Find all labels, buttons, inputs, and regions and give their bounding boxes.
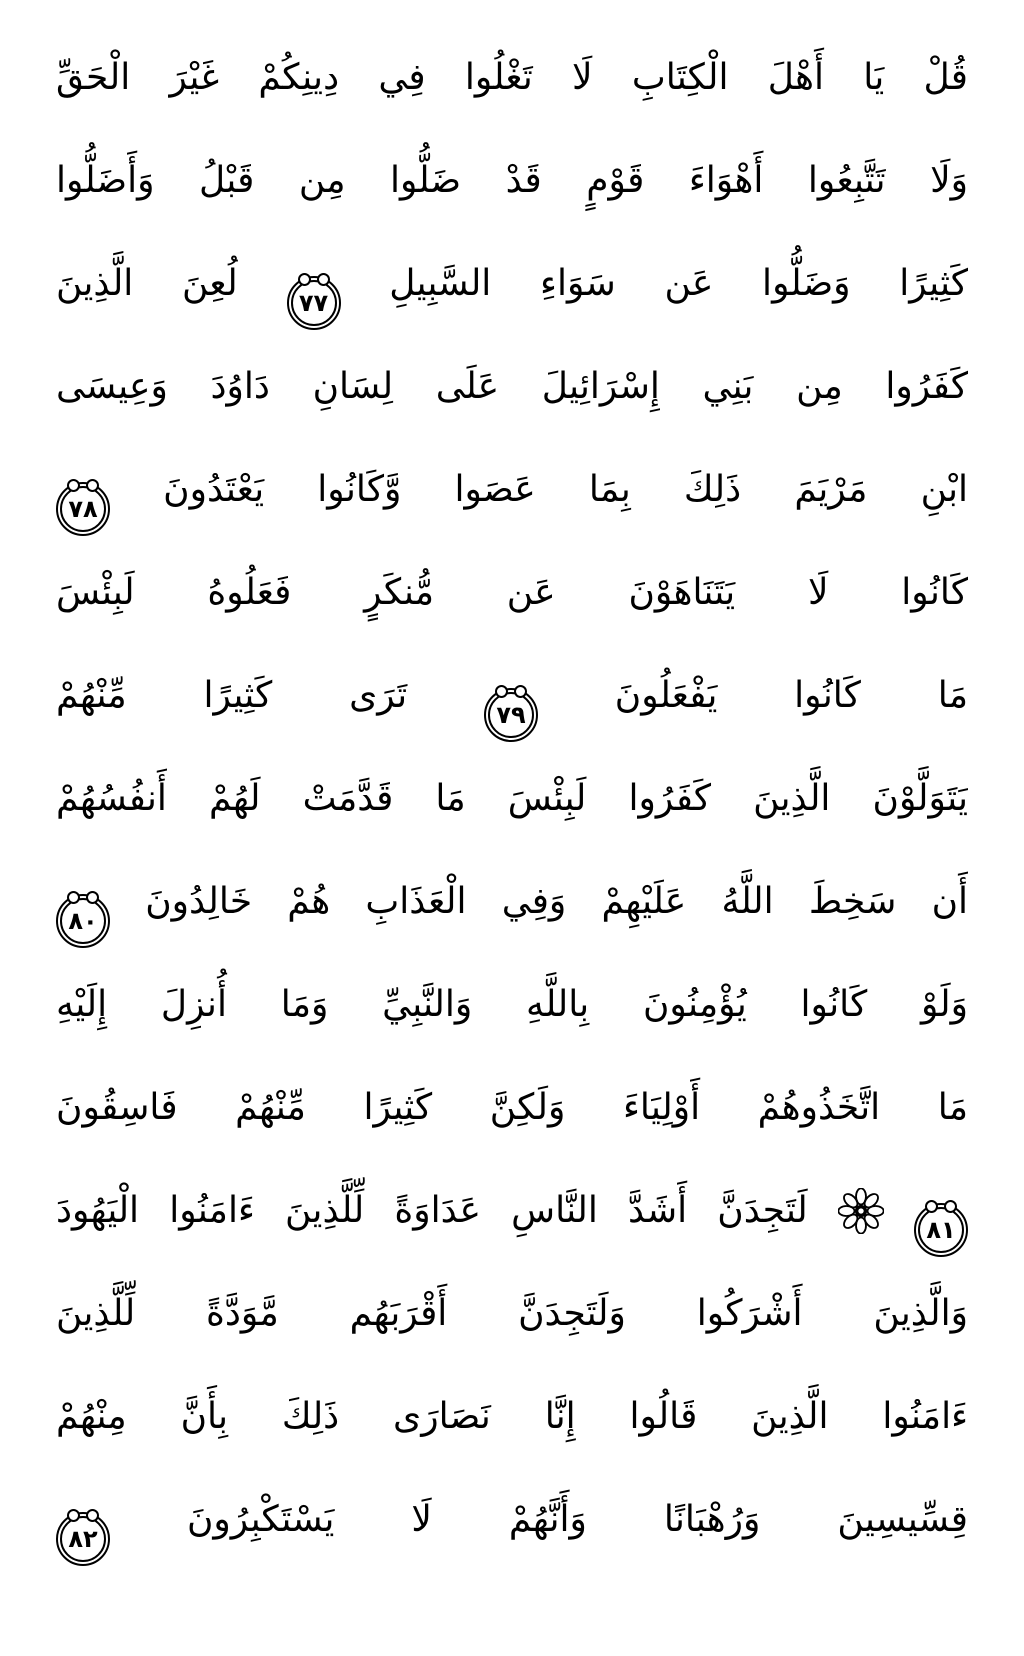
- ayah-end-marker-77: [287, 276, 341, 330]
- rub-el-hizb-icon: [838, 1188, 884, 1234]
- ayah-text: مَا كَانُوا يَفْعَلُونَ: [614, 675, 968, 716]
- quran-line-5: [56, 438, 968, 541]
- quran-line-2: [56, 129, 968, 232]
- ayah-end-marker-79: [484, 688, 538, 742]
- ayah-text: كَفَرُوا مِن بَنِي إِسْرَائِيلَ عَلَى لِسَانِ دَاوُدَ وَعِيسَى: [56, 366, 968, 407]
- ayah-text: وَلَوْ كَانُوا يُؤْمِنُونَ بِاللَّهِ وَالنَّبِيِّ وَمَا أُنزِلَ إِلَيْهِ: [56, 984, 968, 1025]
- quran-line-10: [56, 953, 968, 1056]
- ayah-end-marker-81: [914, 1203, 968, 1257]
- quran-line-1: [56, 26, 968, 129]
- quran-line-9: [56, 850, 968, 953]
- ayah-number: ٨٠: [68, 907, 98, 935]
- quran-line-7: [56, 644, 968, 747]
- ayah-text: لُعِنَ الَّذِينَ: [56, 263, 238, 304]
- quran-line-11: [56, 1056, 968, 1159]
- ayah-end-marker-78: [56, 482, 110, 536]
- ayah-text: ابْنِ مَرْيَمَ ذَلِكَ بِمَا عَصَوا وَّكَانُوا يَعْتَدُونَ: [163, 469, 968, 510]
- ayah-number: ٨٢: [68, 1525, 98, 1553]
- ayah-number: ٧٧: [298, 289, 329, 317]
- ayah-text: لَتَجِدَنَّ أَشَدَّ النَّاسِ عَدَاوَةً لِّلَّذِينَ ءَامَنُوا الْيَهُودَ: [56, 1190, 808, 1231]
- ayah-text: كَانُوا لَا يَتَنَاهَوْنَ عَن مُّنكَرٍ فَعَلُوهُ لَبِئْسَ: [56, 572, 968, 613]
- quran-line-3: [56, 232, 968, 335]
- ayah-text: كَثِيرًا وَضَلُّوا عَن سَوَاءِ السَّبِيلِ: [389, 263, 968, 304]
- ayah-text: ءَامَنُوا الَّذِينَ قَالُوا إِنَّا نَصَارَى ذَلِكَ بِأَنَّ مِنْهُمْ: [56, 1396, 968, 1437]
- ayah-text: تَرَى كَثِيرًا مِّنْهُمْ: [56, 675, 408, 716]
- ayah-end-marker-82: [56, 1512, 110, 1566]
- quran-line-6: [56, 541, 968, 644]
- ayah-text: قِسِّيسِينَ وَرُهْبَانًا وَأَنَّهُمْ لَا يَسْتَكْبِرُونَ: [186, 1499, 968, 1540]
- quran-line-12: [56, 1159, 968, 1262]
- quran-line-14: [56, 1365, 968, 1468]
- ayah-text: مَا اتَّخَذُوهُمْ أَوْلِيَاءَ وَلَكِنَّ كَثِيرًا مِّنْهُمْ فَاسِقُونَ: [56, 1087, 968, 1128]
- ayah-text: وَالَّذِينَ أَشْرَكُوا وَلَتَجِدَنَّ أَقْرَبَهُم مَّوَدَّةً لِّلَّذِينَ: [56, 1293, 968, 1334]
- ayah-number: ٧٨: [68, 495, 98, 523]
- ayah-number: ٨١: [926, 1216, 956, 1244]
- ayah-text: يَتَوَلَّوْنَ الَّذِينَ كَفَرُوا لَبِئْسَ مَا قَدَّمَتْ لَهُمْ أَنفُسُهُمْ: [56, 778, 968, 819]
- ayah-text: قُلْ يَا أَهْلَ الْكِتَابِ لَا تَغْلُوا فِي دِينِكُمْ غَيْرَ الْحَقِّ: [56, 57, 968, 98]
- quran-line-8: [56, 747, 968, 850]
- quran-line-13: [56, 1262, 968, 1365]
- quran-line-4: [56, 335, 968, 438]
- ayah-end-marker-80: [56, 894, 110, 948]
- quran-line-15: [56, 1468, 968, 1571]
- ayah-text: وَلَا تَتَّبِعُوا أَهْوَاءَ قَوْمٍ قَدْ ضَلُّوا مِن قَبْلُ وَأَضَلُّوا: [56, 160, 968, 201]
- ayah-text: أَن سَخِطَ اللَّهُ عَلَيْهِمْ وَفِي الْعَذَابِ هُمْ خَالِدُونَ: [145, 881, 968, 922]
- ayah-number: ٧٩: [496, 701, 526, 729]
